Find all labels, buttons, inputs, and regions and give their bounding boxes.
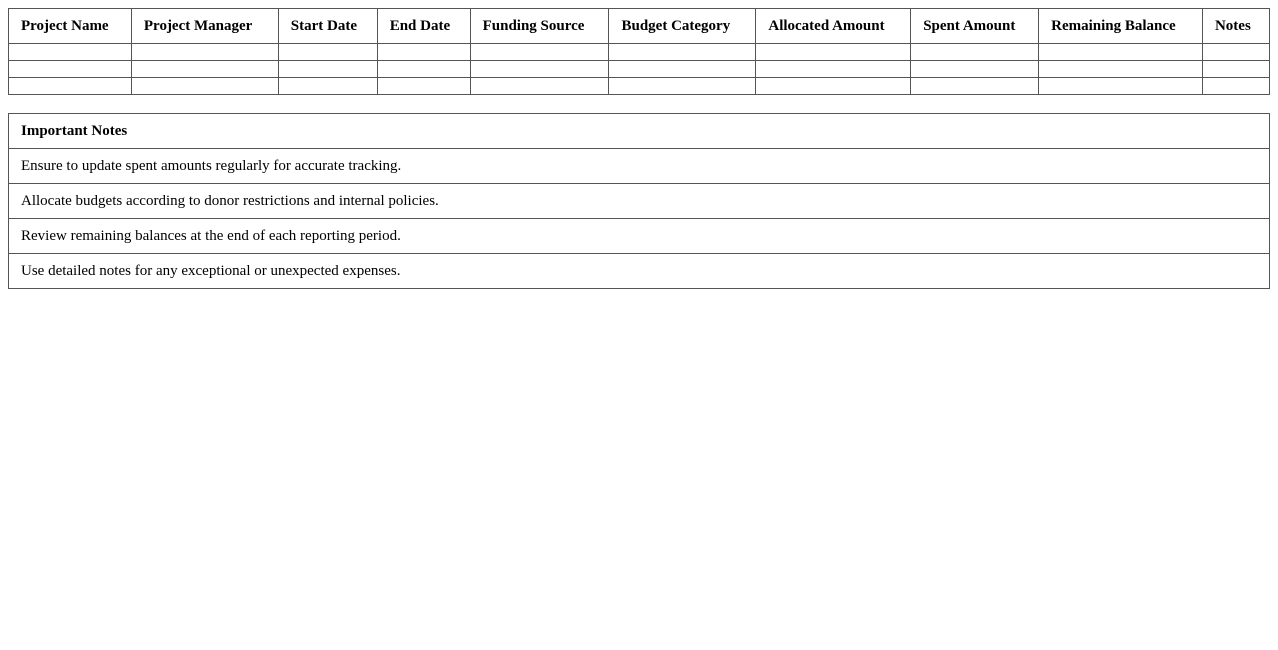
table-cell[interactable]	[131, 78, 278, 95]
important-notes-table	[8, 113, 1270, 289]
table-row	[9, 44, 1270, 61]
table-cell[interactable]	[377, 44, 470, 61]
note-row	[9, 149, 1270, 184]
table-cell[interactable]	[609, 44, 756, 61]
column-header-project-manager: Project Manager	[131, 9, 278, 44]
note-row	[9, 184, 1270, 219]
table-cell[interactable]	[131, 44, 278, 61]
column-header-project-name: Project Name	[9, 9, 132, 44]
table-cell[interactable]	[911, 61, 1039, 78]
column-header-budget-category: Budget Category	[609, 9, 756, 44]
table-cell[interactable]	[377, 61, 470, 78]
table-cell[interactable]	[278, 78, 377, 95]
table-cell[interactable]	[377, 78, 470, 95]
column-header-spent-amount: Spent Amount	[911, 9, 1039, 44]
table-cell[interactable]	[278, 44, 377, 61]
table-cell[interactable]	[1202, 44, 1269, 61]
table-cell[interactable]	[470, 61, 609, 78]
table-cell[interactable]	[609, 61, 756, 78]
column-header-allocated-amount: Allocated Amount	[756, 9, 911, 44]
table-cell[interactable]	[131, 61, 278, 78]
note-row	[9, 219, 1270, 254]
column-header-remaining-balance: Remaining Balance	[1039, 9, 1203, 44]
note-text: Review remaining balances at the end of each reporting period.	[9, 219, 1270, 254]
note-text: Use detailed notes for any exceptional or unexpected expenses.	[9, 254, 1270, 289]
table-cell[interactable]	[278, 61, 377, 78]
table-cell[interactable]	[9, 78, 132, 95]
table-cell[interactable]	[470, 78, 609, 95]
budget-table	[8, 8, 1270, 95]
table-row	[9, 61, 1270, 78]
column-header-start-date: Start Date	[278, 9, 377, 44]
table-header-row	[9, 9, 1270, 44]
note-text: Ensure to update spent amounts regularly for accurate tracking.	[9, 149, 1270, 184]
table-cell[interactable]	[9, 61, 132, 78]
table-cell[interactable]	[1039, 78, 1203, 95]
table-cell[interactable]	[470, 44, 609, 61]
table-cell[interactable]	[1039, 44, 1203, 61]
notes-header-row	[9, 114, 1270, 149]
column-header-funding-source: Funding Source	[470, 9, 609, 44]
table-cell[interactable]	[609, 78, 756, 95]
table-cell[interactable]	[911, 78, 1039, 95]
column-header-end-date: End Date	[377, 9, 470, 44]
table-cell[interactable]	[9, 44, 132, 61]
table-cell[interactable]	[756, 44, 911, 61]
table-cell[interactable]	[756, 78, 911, 95]
table-row	[9, 78, 1270, 95]
table-cell[interactable]	[1039, 61, 1203, 78]
note-row	[9, 254, 1270, 289]
table-cell[interactable]	[1202, 61, 1269, 78]
column-header-notes: Notes	[1202, 9, 1269, 44]
table-cell[interactable]	[911, 44, 1039, 61]
notes-title: Important Notes	[9, 114, 1270, 149]
note-text: Allocate budgets according to donor restrictions and internal policies.	[9, 184, 1270, 219]
table-cell[interactable]	[1202, 78, 1269, 95]
table-cell[interactable]	[756, 61, 911, 78]
